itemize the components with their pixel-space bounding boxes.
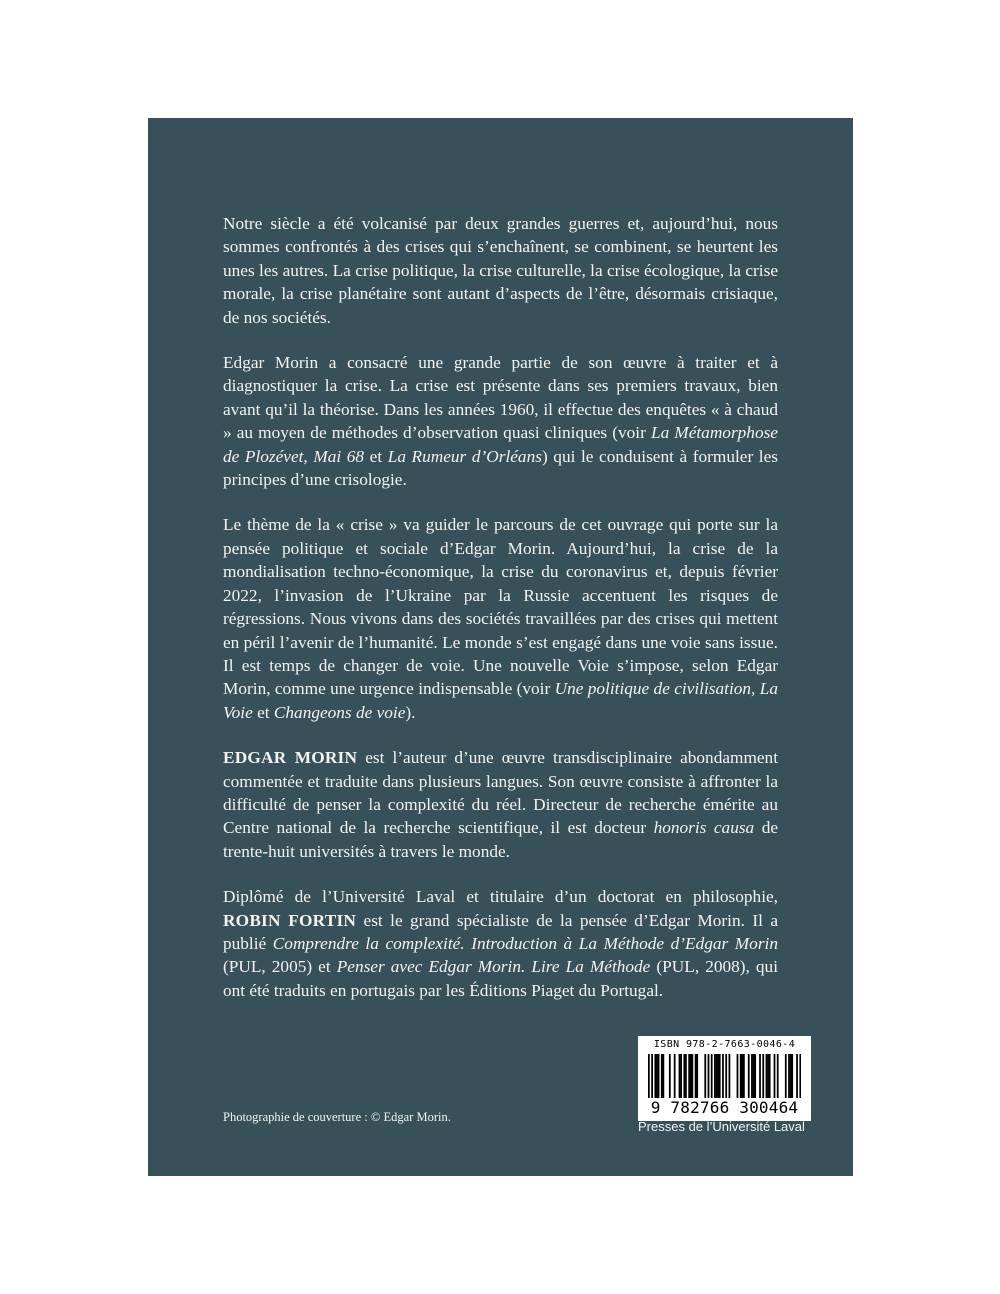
- book-title: honoris causa: [653, 818, 755, 838]
- barcode-bar: [799, 1054, 801, 1098]
- barcode-bar: [648, 1054, 650, 1098]
- barcode-bar: [683, 1054, 685, 1098]
- barcode-bar: [796, 1054, 798, 1098]
- barcode-bar: [674, 1054, 676, 1098]
- barcode-bar: [748, 1054, 750, 1098]
- barcode-bar: [690, 1054, 692, 1098]
- paragraph-text: Le thème de la « crise » va guider le parcours de cet ouvrage qui porte sur la pensée politique et sociale d’Edgar Morin. Aujourd’hui, la crise de la mondialisation techno-économique, la crise du coronavirus et, depuis février 2022, l’invasion de l’Ukraine par la Russie accentuent les risques de régressions. Nous vivons dans des sociétés travaillées par des crises qui mettent en péril l’avenir de l’humanité. Le monde s’est engagé dans une voie sans issue. Il est temps de changer de voie. Une nouvelle Voie s’impose, selon Edgar Morin, comme une urgence indispensable (voir: [223, 515, 778, 699]
- barcode-bar: [654, 1054, 656, 1098]
- paragraph-text: ) qui le conduisent à formuler les principes d’une crisologie.: [223, 446, 778, 490]
- barcode-bar: [695, 1054, 697, 1098]
- barcode-bar: [743, 1054, 745, 1098]
- barcode-bar: [762, 1054, 764, 1098]
- barcode-bar: [741, 1054, 743, 1098]
- barcode-bar: [791, 1054, 793, 1098]
- barcode-bar: [729, 1054, 731, 1098]
- barcode-bar: [774, 1054, 776, 1098]
- paragraph-text: Notre siècle a été volcanisé par deux grandes guerres et, aujourd’hui, nous sommes confrontés à des crises qui s’enchaînent, se combinent, se heurtent les unes les autres. La crise politique, la crise culturelle, la crise écologique, la crise morale, la crise planétaire sont autant d’aspects de l’être, désormais crisiaque, de nos sociétés.: [223, 214, 778, 327]
- blurb-text: [223, 212, 778, 1024]
- barcode-bar: [717, 1054, 719, 1098]
- barcode-bar: [769, 1054, 771, 1098]
- barcode-bar: [766, 1054, 768, 1098]
- barcode-bar: [777, 1054, 779, 1098]
- paragraph: [223, 746, 778, 863]
- book-title: Changeons de voie: [273, 702, 406, 722]
- paragraph-text: ).: [405, 702, 416, 722]
- barcode-bar: [685, 1054, 687, 1098]
- book-title: La Rumeur d’Orléans: [387, 446, 542, 466]
- barcode-bar: [740, 1054, 742, 1098]
- back-cover: [148, 118, 853, 1176]
- barcode-bar: [751, 1054, 753, 1098]
- barcode-bar: [754, 1054, 756, 1098]
- barcode-bar: [662, 1054, 664, 1098]
- barcode-bar: [737, 1054, 739, 1098]
- barcode-bar: [658, 1054, 660, 1098]
- barcode-bars: [648, 1054, 801, 1098]
- paragraph-text: et: [364, 446, 388, 466]
- book-title: Penser avec Edgar Morin. Lire La Méthode: [336, 957, 651, 977]
- paragraph-text: Diplômé de l’Université Laval et titulaire d’un doctorat en philosophie,: [223, 887, 778, 907]
- author-name: ROBIN FORTIN: [223, 910, 357, 930]
- book-title: Comprendre la complexité. Introduction à La Méthode d’Edgar Morin: [272, 933, 778, 953]
- book-title: Une politique de civilisation, La Voie: [223, 679, 778, 722]
- barcode-bar: [785, 1054, 787, 1098]
- barcode-bar: [691, 1054, 693, 1098]
- paragraph-text: Edgar Morin a consacré une grande partie de son œuvre à traiter et à diagnostiquer la crise. La crise est présente dans ses premiers travaux, bien avant qu’il la théorise. Dans les années 1960, il effectue des enquêtes « à chaud » au moyen de méthodes d’observation quasi cliniques (voir: [223, 353, 778, 443]
- barcode-bar: [790, 1054, 792, 1098]
- paragraph: [223, 212, 778, 329]
- paragraph-text: est le grand spécialiste de la pensée d’Edgar Morin. Il a publié: [223, 910, 778, 953]
- barcode-bar: [656, 1054, 658, 1098]
- paragraph-text: et: [252, 702, 274, 722]
- barcode-bar: [714, 1054, 716, 1098]
- barcode-bar: [696, 1054, 698, 1098]
- barcode-bar: [753, 1054, 755, 1098]
- barcode-bar: [788, 1054, 790, 1098]
- author-name: EDGAR MORIN: [223, 748, 358, 768]
- barcode-bar: [679, 1054, 681, 1098]
- barcode-bar: [708, 1054, 710, 1098]
- paragraph-text: (PUL, 2005) et: [223, 957, 337, 977]
- barcode-bar: [722, 1054, 724, 1098]
- isbn-label: ISBN 978-2-7663-0046-4: [653, 1039, 796, 1050]
- barcode-bar: [669, 1054, 671, 1098]
- paragraph-text: de trente-huit universités à travers le monde.: [223, 818, 778, 861]
- barcode-bar: [651, 1054, 653, 1098]
- barcode-bar: [661, 1054, 663, 1098]
- photo-credit: Photographie de couverture : © Edgar Morin.: [223, 1110, 451, 1124]
- paragraph-text: (PUL, 2008), qui ont été traduits en portugais par les Éditions Piaget du Portugal.: [223, 957, 778, 1000]
- barcode-bar: [725, 1054, 727, 1098]
- paragraph: [223, 351, 778, 491]
- barcode-digits: 9 782766 300464: [650, 1098, 799, 1117]
- barcode-bar: [767, 1054, 769, 1098]
- paragraph: [223, 513, 778, 724]
- barcode-bar: [759, 1054, 761, 1098]
- barcode-bar: [680, 1054, 682, 1098]
- barcode-bar: [719, 1054, 721, 1098]
- barcode-bar: [704, 1054, 706, 1098]
- publisher-name: Presses de l’Université Laval: [638, 1119, 805, 1134]
- book-title: La Métamorphose de Plozévet, Mai 68: [223, 423, 778, 466]
- paragraph: [223, 885, 778, 1002]
- barcode-bar: [711, 1054, 713, 1098]
- isbn-barcode: [638, 1036, 811, 1121]
- paragraph-text: est l’auteur d’une œuvre transdisciplinaire abondamment commentée et traduite dans plusieurs langues. Son œuvre consiste à affronter la difficulté de penser la complexité du réel. Directeur de recherche émérite au Centre national de la recherche scientifique, il est docteur: [223, 748, 779, 838]
- barcode-bar: [688, 1054, 690, 1098]
- barcode-bar: [716, 1054, 718, 1098]
